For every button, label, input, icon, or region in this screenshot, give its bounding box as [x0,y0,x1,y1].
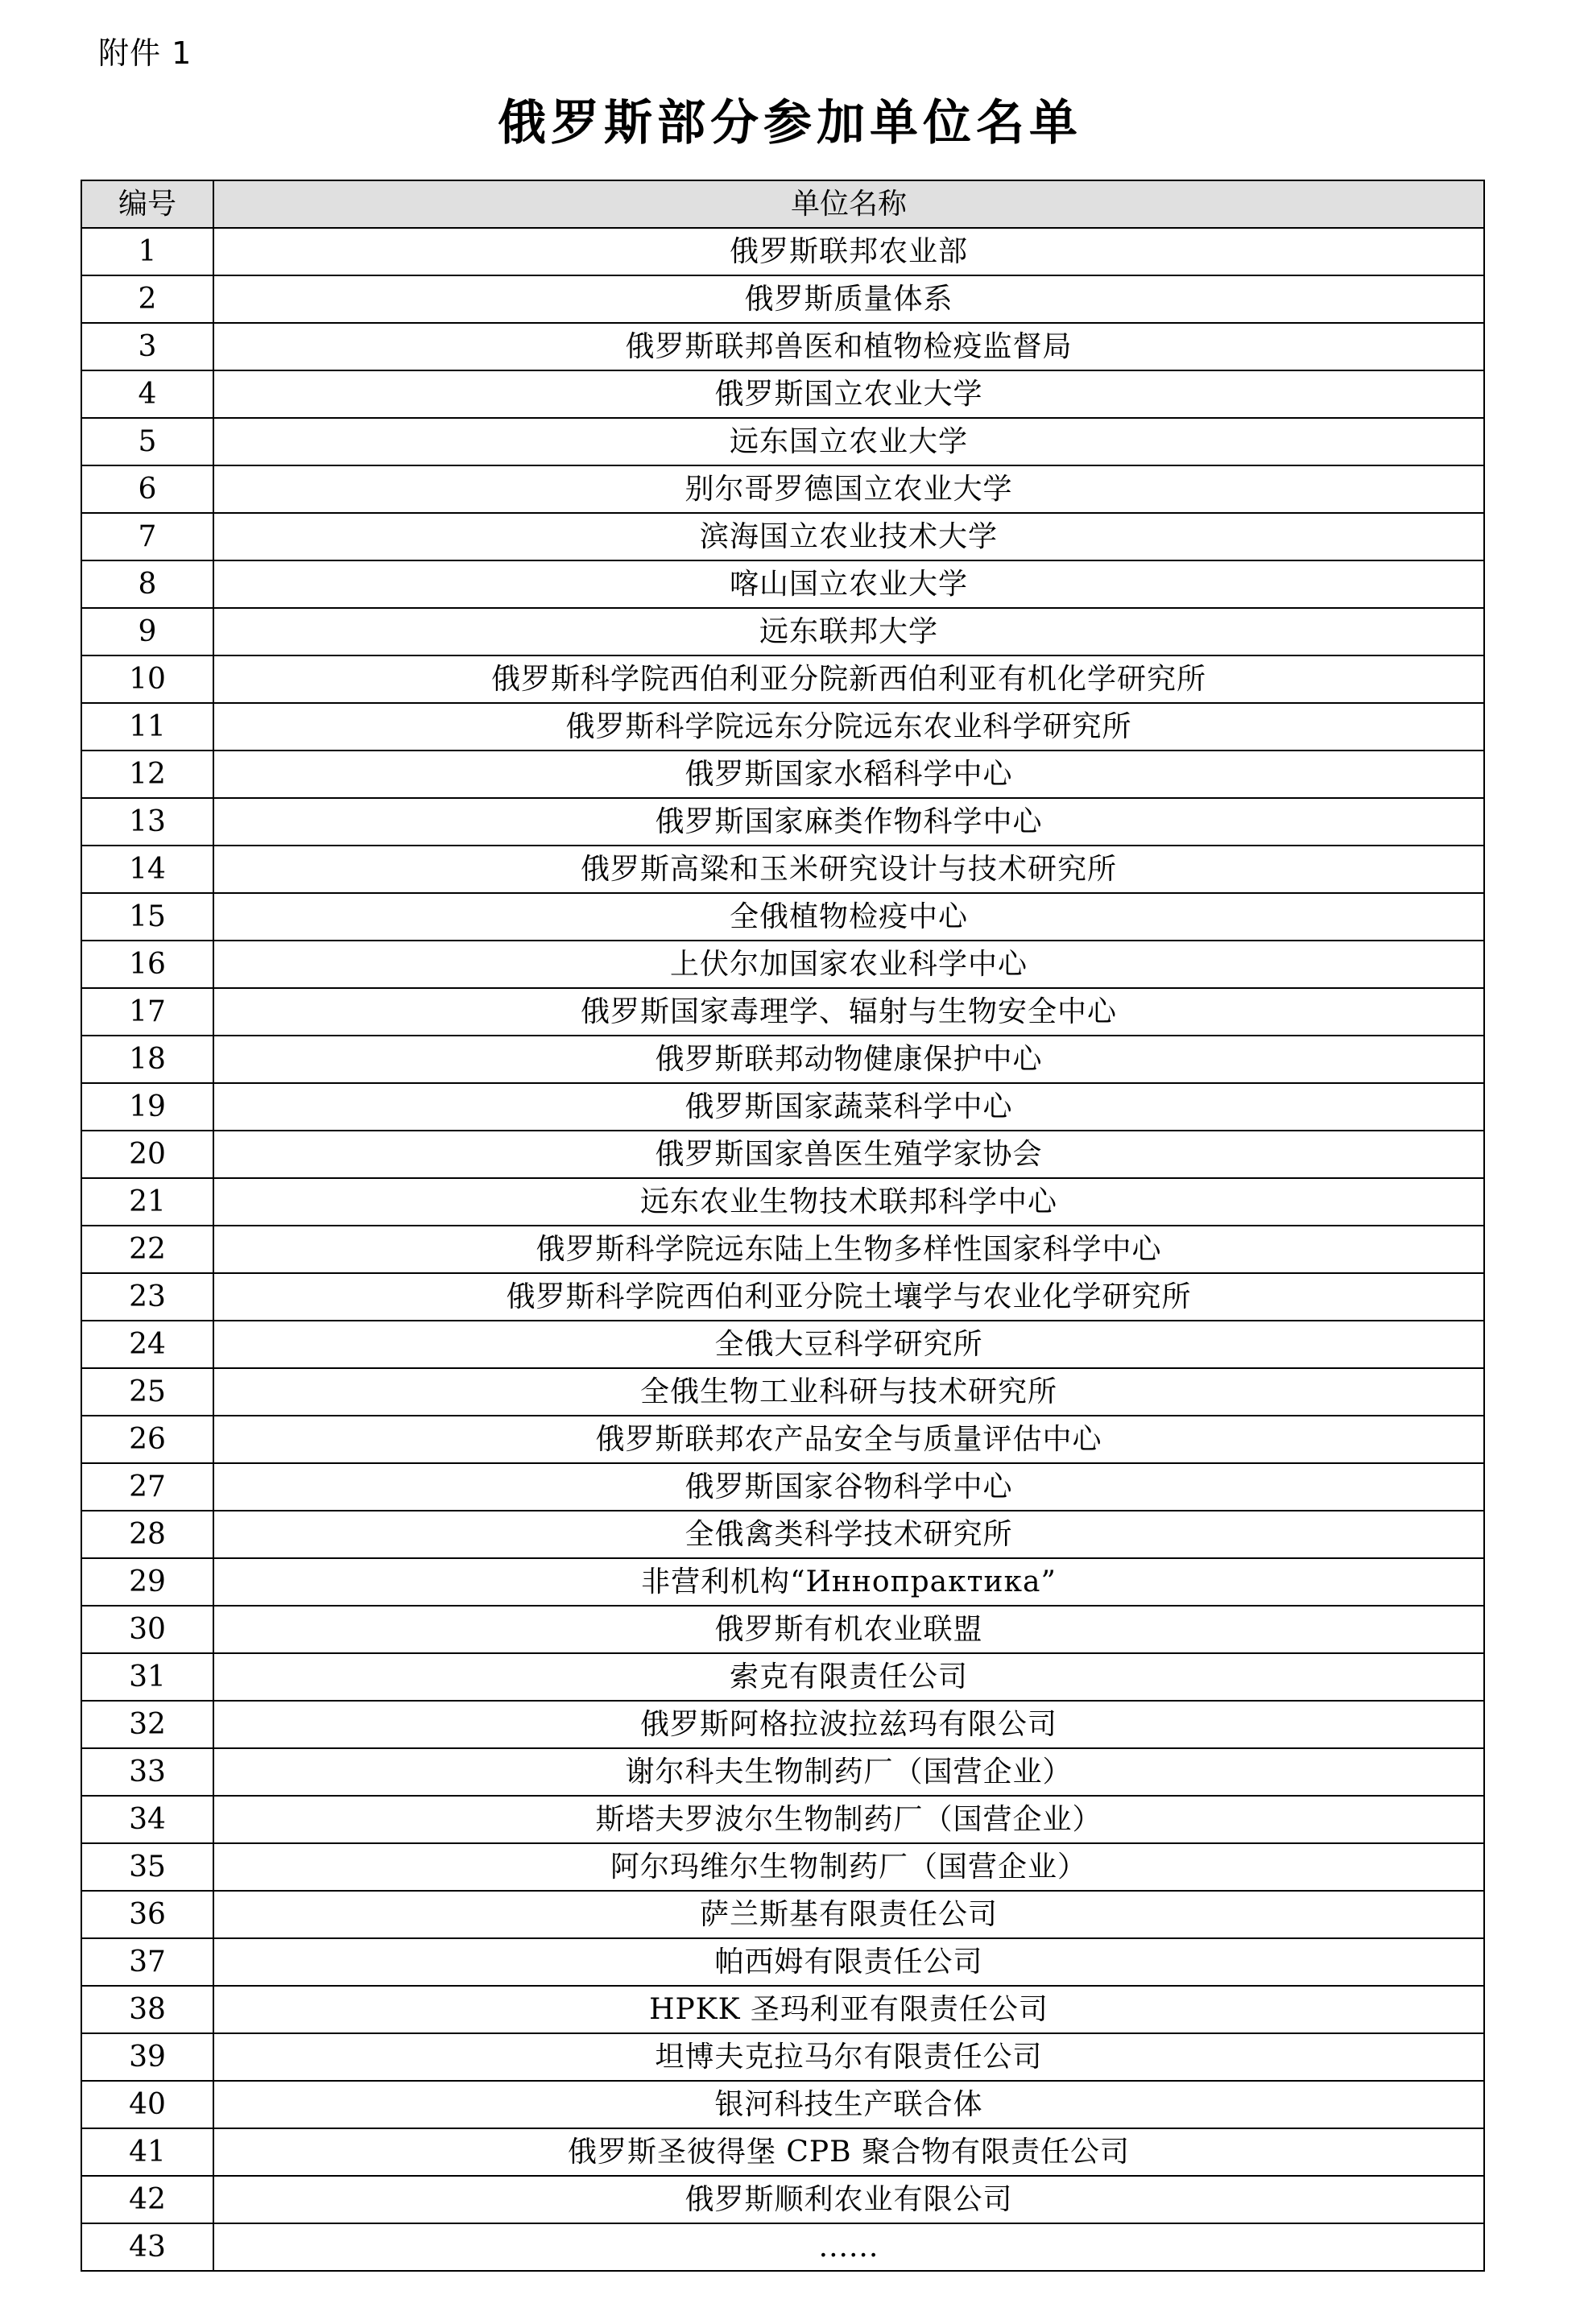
table-row [81,2223,1484,2271]
table-row [81,465,1484,513]
table-row [81,798,1484,846]
table-row [81,1036,1484,1083]
row-unit-name: 俄罗斯国家谷物科学中心 [213,1463,1484,1511]
table-row [81,1701,1484,1748]
header-number: 编号 [81,180,213,228]
row-unit-name: 谢尔科夫生物制药厂（国营企业） [213,1748,1484,1796]
row-unit-name: HPKK 圣玛利亚有限责任公司 [213,1986,1484,2033]
row-unit-name: 远东联邦大学 [213,608,1484,655]
row-unit-name: 俄罗斯国家兽医生殖学家协会 [213,1131,1484,1178]
row-unit-name: 俄罗斯联邦兽医和植物检疫监督局 [213,323,1484,370]
row-unit-name: 俄罗斯圣彼得堡 CPB 聚合物有限责任公司 [213,2128,1484,2176]
row-unit-name: 喀山国立农业大学 [213,560,1484,608]
table-row [81,1986,1484,2033]
row-number: 32 [81,1701,213,1748]
row-number: 2 [81,275,213,323]
row-unit-name: 俄罗斯阿格拉波拉兹玛有限公司 [213,1701,1484,1748]
row-unit-name: 全俄大豆科学研究所 [213,1321,1484,1368]
row-number: 4 [81,370,213,418]
row-unit-name: 俄罗斯联邦动物健康保护中心 [213,1036,1484,1083]
row-number: 40 [81,2081,213,2128]
table-row [81,1748,1484,1796]
table-row [81,1511,1484,1558]
row-number: 31 [81,1653,213,1701]
row-number: 39 [81,2033,213,2081]
row-unit-name: 俄罗斯国家毒理学、辐射与生物安全中心 [213,988,1484,1036]
table-row [81,513,1484,560]
row-number: 24 [81,1321,213,1368]
row-number: 7 [81,513,213,560]
table-body [81,228,1484,2271]
row-number: 25 [81,1368,213,1416]
row-unit-name: 俄罗斯国家麻类作物科学中心 [213,798,1484,846]
table-row [81,2081,1484,2128]
row-number: 21 [81,1178,213,1226]
table-row [81,1273,1484,1321]
table-row [81,893,1484,941]
row-number: 42 [81,2176,213,2223]
row-unit-name: 远东国立农业大学 [213,418,1484,465]
row-unit-name: 别尔哥罗德国立农业大学 [213,465,1484,513]
row-number: 36 [81,1891,213,1938]
row-unit-name: 俄罗斯国家水稻科学中心 [213,751,1484,798]
table-row [81,1843,1484,1891]
row-unit-name: 上伏尔加国家农业科学中心 [213,941,1484,988]
row-unit-name: 滨海国立农业技术大学 [213,513,1484,560]
row-number: 38 [81,1986,213,2033]
row-unit-name: 俄罗斯国家蔬菜科学中心 [213,1083,1484,1131]
row-number: 17 [81,988,213,1036]
table-row [81,751,1484,798]
table-row [81,2033,1484,2081]
table-row [81,941,1484,988]
row-number: 19 [81,1083,213,1131]
table-row [81,1368,1484,1416]
table-row [81,1131,1484,1178]
row-number: 6 [81,465,213,513]
row-unit-name: 俄罗斯联邦农产品安全与质量评估中心 [213,1416,1484,1463]
row-number: 26 [81,1416,213,1463]
row-number: 35 [81,1843,213,1891]
row-unit-name: 俄罗斯科学院远东陆上生物多样性国家科学中心 [213,1226,1484,1273]
row-number: 43 [81,2223,213,2271]
table-row [81,1796,1484,1843]
row-unit-name: 俄罗斯有机农业联盟 [213,1606,1484,1653]
row-unit-name: 俄罗斯科学院西伯利亚分院新西伯利亚有机化学研究所 [213,655,1484,703]
row-unit-name: 俄罗斯科学院西伯利亚分院土壤学与农业化学研究所 [213,1273,1484,1321]
row-number: 28 [81,1511,213,1558]
table-row [81,1321,1484,1368]
row-unit-name: 俄罗斯科学院远东分院远东农业科学研究所 [213,703,1484,751]
table-row [81,1558,1484,1606]
row-unit-name: 俄罗斯高粱和玉米研究设计与技术研究所 [213,846,1484,893]
row-number: 1 [81,228,213,275]
row-number: 29 [81,1558,213,1606]
row-number: 11 [81,703,213,751]
row-number: 5 [81,418,213,465]
row-unit-name: 斯塔夫罗波尔生物制药厂（国营企业） [213,1796,1484,1843]
row-unit-name: 俄罗斯联邦农业部 [213,228,1484,275]
table-row [81,1416,1484,1463]
row-number: 15 [81,893,213,941]
row-number: 3 [81,323,213,370]
row-number: 8 [81,560,213,608]
row-unit-name: 俄罗斯顺利农业有限公司 [213,2176,1484,2223]
table-row [81,560,1484,608]
row-number: 23 [81,1273,213,1321]
row-unit-name: 萨兰斯基有限责任公司 [213,1891,1484,1938]
table-row [81,1178,1484,1226]
table-row [81,1226,1484,1273]
row-unit-name: 银河科技生产联合体 [213,2081,1484,2128]
row-number: 9 [81,608,213,655]
page-title: 俄罗斯部分参加单位名单 [498,95,1082,151]
row-number: 10 [81,655,213,703]
table-row [81,608,1484,655]
row-unit-name: 全俄生物工业科研与技术研究所 [213,1368,1484,1416]
table-row [81,323,1484,370]
table-row [81,703,1484,751]
row-number: 20 [81,1131,213,1178]
row-unit-name: 俄罗斯质量体系 [213,275,1484,323]
table-row [81,2128,1484,2176]
row-unit-name: 坦博夫克拉马尔有限责任公司 [213,2033,1484,2081]
table-row [81,275,1484,323]
table-row [81,1653,1484,1701]
row-number: 34 [81,1796,213,1843]
row-number: 37 [81,1938,213,1986]
row-number: 22 [81,1226,213,1273]
table-row [81,228,1484,275]
row-unit-name: 俄罗斯国立农业大学 [213,370,1484,418]
row-number: 30 [81,1606,213,1653]
row-unit-name: ...... [213,2223,1484,2271]
header-name: 单位名称 [213,180,1484,228]
row-number: 18 [81,1036,213,1083]
table-row [81,2176,1484,2223]
table-row [81,846,1484,893]
row-unit-name: 非营利机构“Иннопрактика” [213,1558,1484,1606]
row-unit-name: 全俄植物检疫中心 [213,893,1484,941]
row-unit-name: 帕西姆有限责任公司 [213,1938,1484,1986]
table-header-row [81,180,1484,228]
row-number: 16 [81,941,213,988]
row-number: 33 [81,1748,213,1796]
row-number: 12 [81,751,213,798]
units-table [81,180,1485,2272]
row-unit-name: 索克有限责任公司 [213,1653,1484,1701]
table-row [81,418,1484,465]
row-unit-name: 阿尔玛维尔生物制药厂（国营企业） [213,1843,1484,1891]
row-number: 13 [81,798,213,846]
table-row [81,1938,1484,1986]
table-row [81,1463,1484,1511]
table-row [81,655,1484,703]
attachment-label: 附件 1 [98,35,192,71]
table-row [81,1606,1484,1653]
table-row [81,1083,1484,1131]
table-row [81,370,1484,418]
table-row [81,1891,1484,1938]
row-number: 14 [81,846,213,893]
row-unit-name: 远东农业生物技术联邦科学中心 [213,1178,1484,1226]
row-unit-name: 全俄禽类科学技术研究所 [213,1511,1484,1558]
table-row [81,988,1484,1036]
row-number: 27 [81,1463,213,1511]
row-number: 41 [81,2128,213,2176]
